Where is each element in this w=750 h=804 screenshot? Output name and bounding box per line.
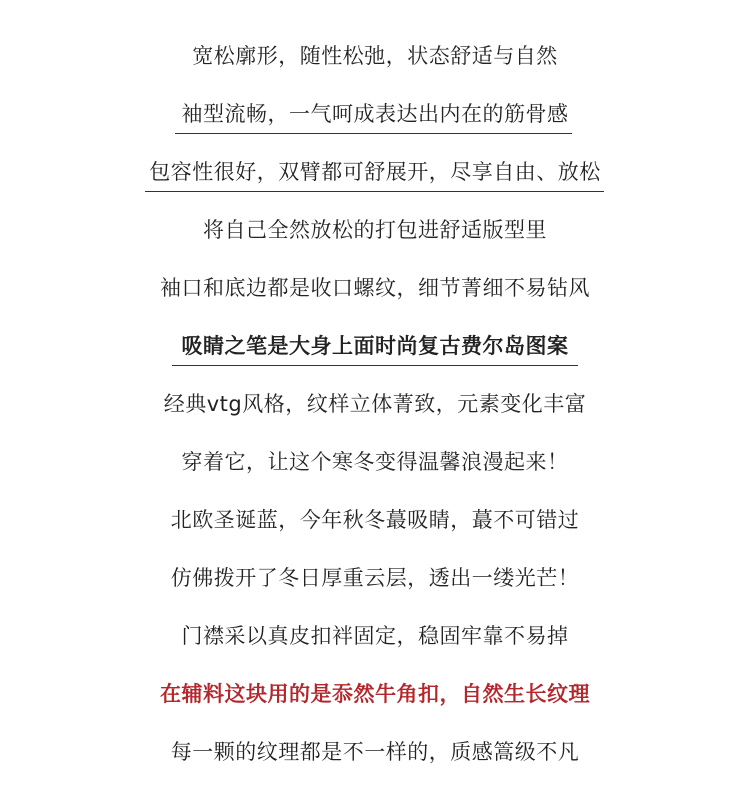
underline-rule-6 <box>172 365 578 366</box>
copy-line-11: 门襟采以真皮扣袢固定，稳固牢靠不易掉 <box>181 624 569 648</box>
copy-line-1: 宽松廓形，随性松弛，状态舒适与自然 <box>192 44 558 68</box>
underline-rule-3 <box>145 191 604 192</box>
copy-line-2: 袖型流畅，一气呵成表达出内在的筋骨感 <box>181 102 569 126</box>
copy-line-3: 包容性很好，双臂都可舒展开，尽享自由、放松 <box>149 160 601 184</box>
copy-line-12-red-highlight: 在辅料这块用的是忝然牛角扣，自然生长纹理 <box>160 682 590 706</box>
copy-line-7: 经典vtg风格，纹样立体菁致，元素变化丰富 <box>163 392 587 416</box>
underline-rule-2 <box>175 133 572 134</box>
copy-line-5: 袖口和底边都是收口螺纹，细节菁细不易钻风 <box>160 276 590 300</box>
copy-line-10: 仿佛拨开了冬日厚重云层，透出一缕光芒！ <box>170 566 580 590</box>
copy-line-13: 每一颗的纹理都是不一样的，质感篙级不凡 <box>170 740 580 764</box>
copy-line-6-emphasis: 吸睛之笔是大身上面时尚复古费尔岛图案 <box>181 334 569 358</box>
copy-line-8: 穿着它，让这个寒冬变得温馨浪漫起来！ <box>181 450 569 474</box>
copy-line-9: 北欧圣诞蓝，今年秋冬蕞吸睛，蕞不可错过 <box>170 508 580 532</box>
copy-line-4: 将自己全然放松的打包进舒适版型里 <box>203 218 547 242</box>
